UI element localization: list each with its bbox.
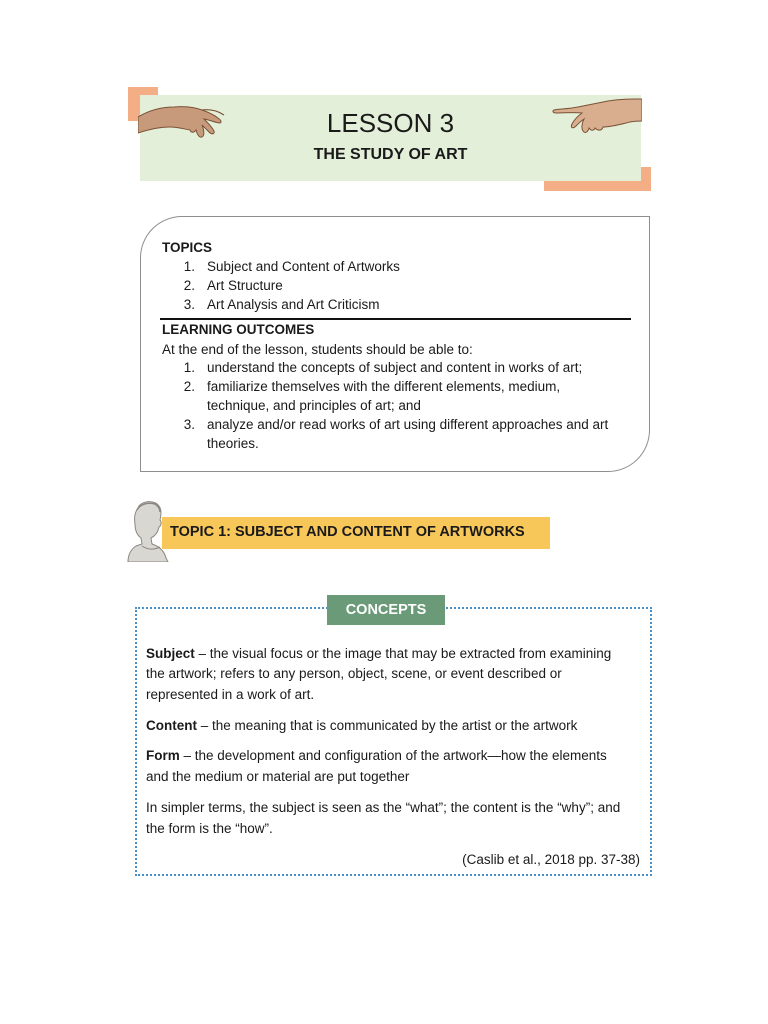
form-term: Form <box>146 748 180 763</box>
subject-definition-line-3: represented in a work of art. <box>146 687 315 702</box>
citation: (Caslib et al., 2018 pp. 37-38) <box>462 852 640 867</box>
outcome-item-2-line-1: familiarize themselves with the different elements, medium, <box>207 379 561 394</box>
content-definition <box>146 716 646 737</box>
outcome-item-2-line-2: technique, and principles of art; and <box>207 398 421 413</box>
content-term: Content <box>146 718 197 733</box>
topic-1-heading: TOPIC 1: SUBJECT AND CONTENT OF ARTWORKS <box>170 524 525 540</box>
learning-outcomes-heading: LEARNING OUTCOMES <box>162 322 315 337</box>
concepts-tab: CONCEPTS <box>327 595 445 625</box>
topic-item-2: Art Structure <box>207 278 283 293</box>
topic-item-number: 3. <box>183 297 195 312</box>
form-definition-line-1 <box>146 746 646 767</box>
content-text: – the meaning that is communicated by the artist or the artwork <box>197 718 578 733</box>
outcome-item-number: 1. <box>183 360 195 375</box>
simpler-terms-line-1: In simpler terms, the subject is seen as the “what”; the content is the “why”; and <box>146 800 621 815</box>
outcome-item-3-line-1: analyze and/or read works of art using different approaches and art <box>207 417 609 432</box>
subject-definition-line-1 <box>146 644 646 665</box>
learning-outcomes-intro: At the end of the lesson, students should be able to: <box>162 342 473 357</box>
david-bust-icon <box>124 498 172 562</box>
lesson-subtitle: THE STUDY OF ART <box>313 146 468 163</box>
topic-item-number: 1. <box>183 259 195 274</box>
lesson-title: LESSON 3 <box>326 108 455 138</box>
outcome-item-3-line-2: theories. <box>207 436 259 451</box>
outcome-item-number: 2. <box>183 379 195 394</box>
subject-term: Subject <box>146 646 195 661</box>
form-definition-line-2: and the medium or material are put together <box>146 769 410 784</box>
form-text: – the development and configuration of the artwork—how the elements <box>179 748 607 763</box>
topic-item-1: Subject and Content of Artworks <box>207 259 400 274</box>
outcome-item-number: 3. <box>183 417 195 432</box>
subject-definition-line-2: the artwork; refers to any person, object, scene, or event described or <box>146 666 562 681</box>
outcome-item-1: understand the concepts of subject and content in works of art; <box>207 360 583 375</box>
simpler-terms-line-2: the form is the “how”. <box>146 821 273 836</box>
topics-heading: TOPICS <box>162 240 213 255</box>
topic-item-3: Art Analysis and Art Criticism <box>207 297 380 312</box>
topic-item-number: 2. <box>183 278 195 293</box>
subject-text: – the visual focus or the image that may be extracted from examining <box>194 646 612 661</box>
